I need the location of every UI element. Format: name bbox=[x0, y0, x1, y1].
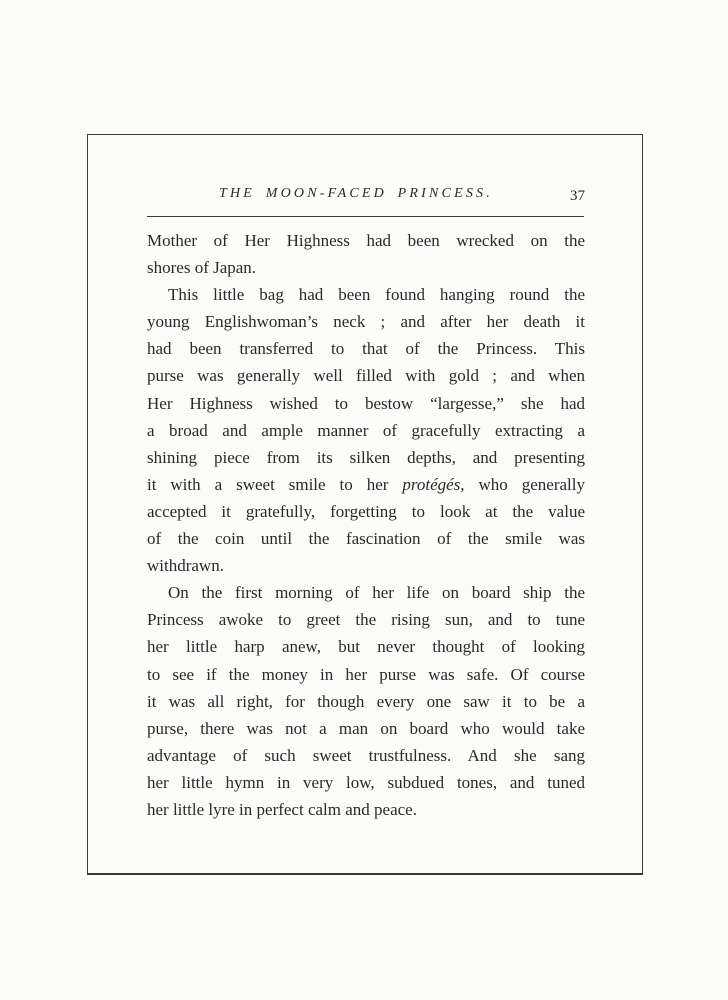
text-line: This little bag had been found hanging round the bbox=[168, 285, 585, 305]
text-line: her little lyre in perfect calm and peace. bbox=[147, 799, 417, 819]
running-title: THE MOON-FACED PRINCESS. bbox=[219, 186, 493, 201]
text-line: shining piece from its silken depths, and presenting bbox=[147, 447, 585, 467]
body-text bbox=[147, 227, 585, 823]
page-number: 37 bbox=[570, 188, 585, 204]
text-line: her little hymn in very low, subdued tones, and tuned bbox=[147, 772, 585, 792]
text-line: young Englishwoman’s neck ; and after her death it bbox=[147, 312, 585, 332]
text-line: purse was generally well filled with gold ; and when bbox=[147, 366, 585, 386]
text-line: On the first morning of her life on board ship the bbox=[168, 583, 585, 603]
text-line: Princess awoke to greet the rising sun, and to tune bbox=[147, 610, 585, 630]
text-fragment: it with a sweet smile to her bbox=[147, 474, 389, 494]
text-line: had been transferred to that of the Princess. This bbox=[147, 339, 585, 359]
text-line-with-italic bbox=[147, 471, 585, 498]
italic-word: protégés, bbox=[402, 474, 465, 494]
text-fragment: who generally bbox=[478, 474, 586, 494]
text-line: a broad and ample manner of gracefully extracting a bbox=[147, 420, 585, 440]
text-line: accepted it gratefully, forgetting to look at the value bbox=[147, 501, 585, 521]
text-line: to see if the money in her purse was safe. Of course bbox=[147, 664, 585, 684]
text-line: advantage of such sweet trustfulness. And she sang bbox=[147, 745, 585, 765]
text-line: shores of Japan. bbox=[147, 258, 257, 278]
text-line: of the coin until the fascination of the smile was bbox=[147, 529, 585, 549]
text-line: it was all right, for though every one saw it to be a bbox=[147, 691, 585, 711]
text-line: her little harp anew, but never thought of looking bbox=[147, 637, 585, 657]
text-line: Her Highness wished to bestow “largesse,” she had bbox=[147, 393, 585, 413]
text-line: Mother of Her Highness had been wrecked on the bbox=[147, 231, 585, 250]
text-line: purse, there was not a man on board who would take bbox=[147, 718, 585, 738]
header-rule bbox=[147, 216, 584, 217]
running-head bbox=[147, 186, 585, 210]
text-line: withdrawn. bbox=[147, 556, 224, 576]
